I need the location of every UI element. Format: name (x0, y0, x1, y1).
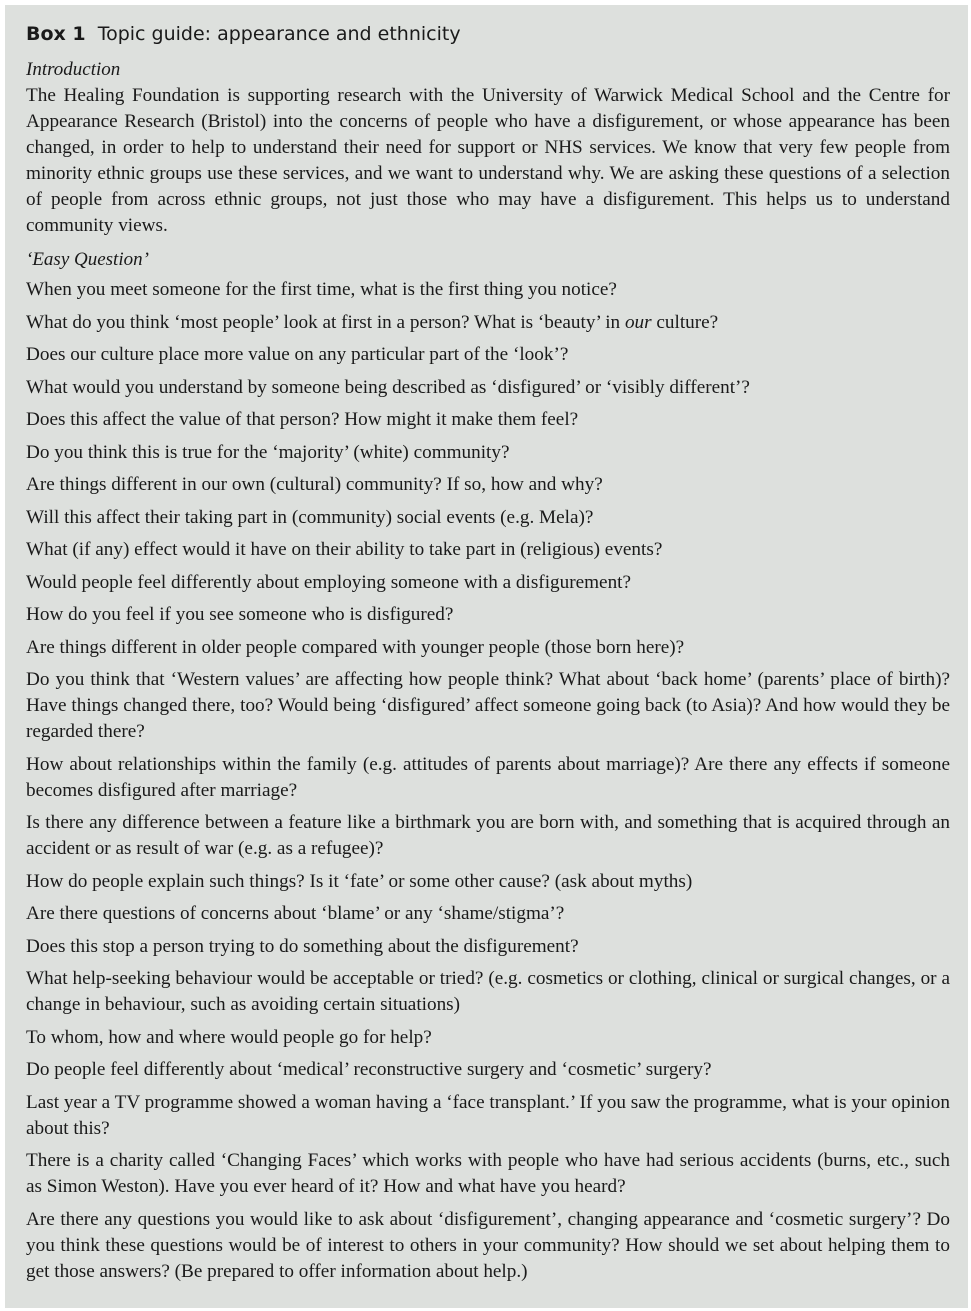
question-item: Do you think that ‘Western values’ are affecting how people think? What about ‘back home’ (parents’ place of birth)? Have things changed there, too? Would being ‘disfigured’ affect someone going back (to Asia)? And how would they be regarded there? (26, 669, 950, 742)
question-item: Does this stop a person trying to do something about the disfigurement? (26, 935, 579, 957)
introduction-heading: Introduction (26, 59, 121, 80)
question-item: What would you understand by someone being described as ‘disfigured’ or ‘visibly different’? (26, 376, 750, 398)
question-item: Does our culture place more value on any particular part of the ‘look’? (26, 344, 569, 365)
question-item: Are things different in our own (cultural) community? If so, how and why? (26, 474, 603, 495)
question-item: Do you think this is true for the ‘majority’ (white) community? (26, 441, 510, 463)
question-item: Last year a TV programme showed a woman having a ‘face transplant.’ If you saw the programme, what is your opinion about this? (26, 1091, 950, 1139)
easy-question-heading: ‘Easy Question’ (26, 249, 149, 270)
question-item: Is there any difference between a feature like a birthmark you are born with, and something that is acquired through an accident or as result of war (e.g. as a refugee)? (26, 812, 950, 859)
question-item: Are there any questions you would like to ask about ‘disfigurement’, changing appearance and ‘cosmetic surgery’? Do you think these questions would be of interest to others in your community? How should we set about helping them to get those answers? (Be prepared to offer information about help.) (26, 1208, 950, 1282)
question-item: What do you think ‘most people’ look at first in a person? What is ‘beauty’ in our culture? (26, 311, 719, 333)
question-item: Would people feel differently about employing someone with a disfigurement? (26, 571, 632, 593)
question-item: There is a charity called ‘Changing Faces’ which works with people who have had serious accidents (burns, etc., such as Simon Weston). Have you ever heard of it? How and what have you heard? (26, 1150, 950, 1197)
box-number: Box 1 (26, 23, 86, 45)
box-title (26, 21, 950, 47)
question-item: Does this affect the value of that person? How might it make them feel? (26, 409, 579, 430)
question-item: Do people feel differently about ‘medical’ reconstructive surgery and ‘cosmetic’ surgery? (26, 1059, 712, 1080)
question-item: What (if any) effect would it have on their ability to take part in (religious) events? (26, 539, 663, 560)
question-item: Are there questions of concerns about ‘blame’ or any ‘shame/stigma’? (26, 903, 565, 924)
question-item: How do you feel if you see someone who is disfigured? (26, 604, 454, 625)
introduction-text: The Healing Foundation is supporting research with the University of Warwick Medical School and the Centre for Appearance Research (Bristol) into the concerns of people who have a disfigurement, or whose appearance has been changed, in order to help to understand their need for support or NHS services. We know that very few people from minority ethnic groups use these services, and we want to understand why. We are asking these questions of a selection of people from across ethnic groups, not just those who may have a disfigurement. This helps us to understand community views. (26, 85, 950, 236)
question-item: Will this affect their taking part in (community) social events (e.g. Mela)? (26, 506, 594, 528)
emphasis-our: our (624, 311, 652, 333)
question-item: When you meet someone for the first time, what is the first thing you notice? (26, 279, 617, 300)
question-item: How about relationships within the family (e.g. attitudes of parents about marriage)? Are there any effects if someone becomes disfigured after marriage? (26, 753, 950, 801)
question-item: To whom, how and where would people go for help? (26, 1026, 432, 1048)
question-item: What help-seeking behaviour would be acceptable or tried? (e.g. cosmetics or clothing, clinical or surgical changes, or a change in behaviour, such as avoiding certain situations) (26, 968, 950, 1015)
question-item: Are things different in older people compared with younger people (those born here)? (26, 636, 685, 658)
question-list (26, 277, 950, 1285)
question-item: How do people explain such things? Is it ‘fate’ or some other cause? (ask about myths) (26, 870, 693, 892)
box-title-text: Topic guide: appearance and ethnicity (97, 23, 461, 45)
topic-guide-box (5, 5, 968, 1308)
